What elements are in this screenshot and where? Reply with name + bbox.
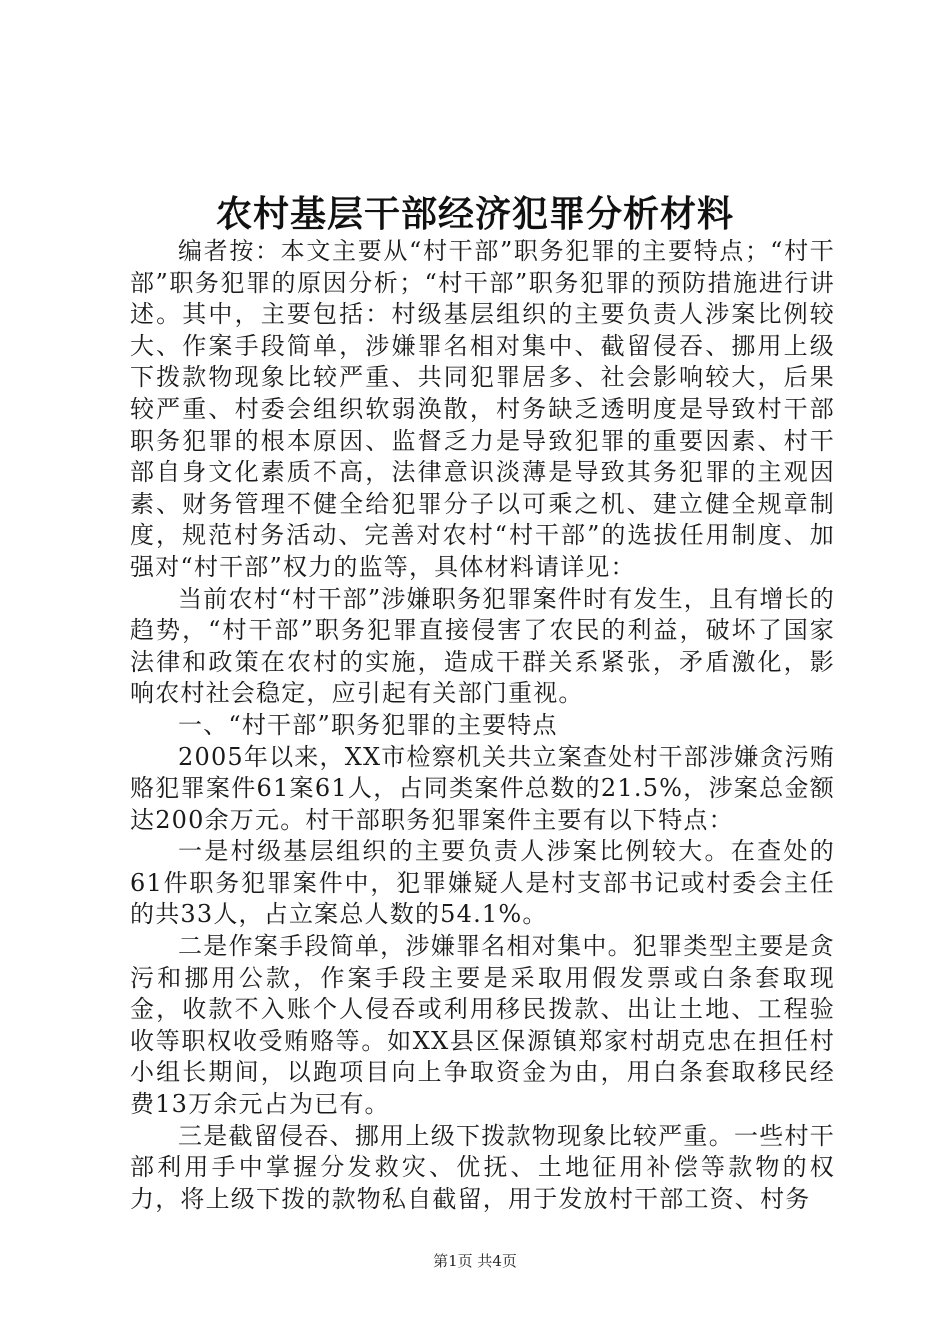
feature-three-paragraph: 三是截留侵吞、挪用上级下拨款物现象比较严重。一些村干部利用手中掌握分发救灾、优抚、土地征用补偿等款物的权力，将上级下拨的款物私自截留，用于发放村干部工资、村务 [130, 1121, 835, 1213]
feature-one-paragraph: 一是村级基层组织的主要负责人涉案比例较大。在查处的61件职务犯罪案件中，犯罪嫌疑人是村支部书记或村委会主任的共33人，占立案总人数的54.1%。 [130, 837, 835, 929]
document-title: 农村基层干部经济犯罪分析材料 [215, 193, 734, 235]
statistics-paragraph: 2005年以来，XX市检察机关共立案查处村干部涉嫌贪污贿赂犯罪案件61案61人，占同类案件总数的21.5%，涉案总金额达200余万元。村干部职务犯罪案件主要有以下特点： [130, 742, 835, 834]
editor-note-paragraph: 编者按：本文主要从“村干部”职务犯罪的主要特点；“村干部”职务犯罪的原因分析；“村干部”职务犯罪的预防措施进行讲述。其中，主要包括：村级基层组织的主要负责人涉案比例较大、作案手段简单，涉嫌罪名相对集中、截留侵吞、挪用上级下拨款物现象比较严重、共同犯罪居多、社会影响较大，后果较严重、村委会组织软弱涣散，村务缺乏透明度是导致村干部职务犯罪的根本原因、监督乏力是导致犯罪的重要因素、村干部自身文化素质不高，法律意识淡薄是导致其务犯罪的主观因素、财务管理不健全给犯罪分子以可乘之机、建立健全规章制度，规范村务活动、完善对农村“村干部”的选拔任用制度、加强对“村干部”权力的监等，具体材料请详见： [130, 237, 835, 581]
document-body [130, 236, 835, 1215]
intro-paragraph: 当前农村“村干部”涉嫌职务犯罪案件时有发生，且有增长的趋势，“村干部”职务犯罪直接侵害了农民的利益，破坏了国家法律和政策在农村的实施，造成干群关系紧张，矛盾激化，影响农村社会稳定，应引起有关部门重视。 [130, 584, 835, 708]
feature-two-paragraph: 二是作案手段简单，涉嫌罪名相对集中。犯罪类型主要是贪污和挪用公款，作案手段主要是采取用假发票或白条套取现金，收款不入账个人侵吞或利用移民拨款、出让土地、工程验收等职权收受贿赂等。如XX县区保源镇郑家村胡克忠在担任村小组长期间，以跑项目向上争取资金为由，用白条套取移民经费13万余元占为已有。 [130, 932, 835, 1119]
section-heading: 一、“村干部”职务犯罪的主要特点 [178, 710, 558, 739]
page-footer: 第1页 共4页 [433, 1252, 517, 1270]
